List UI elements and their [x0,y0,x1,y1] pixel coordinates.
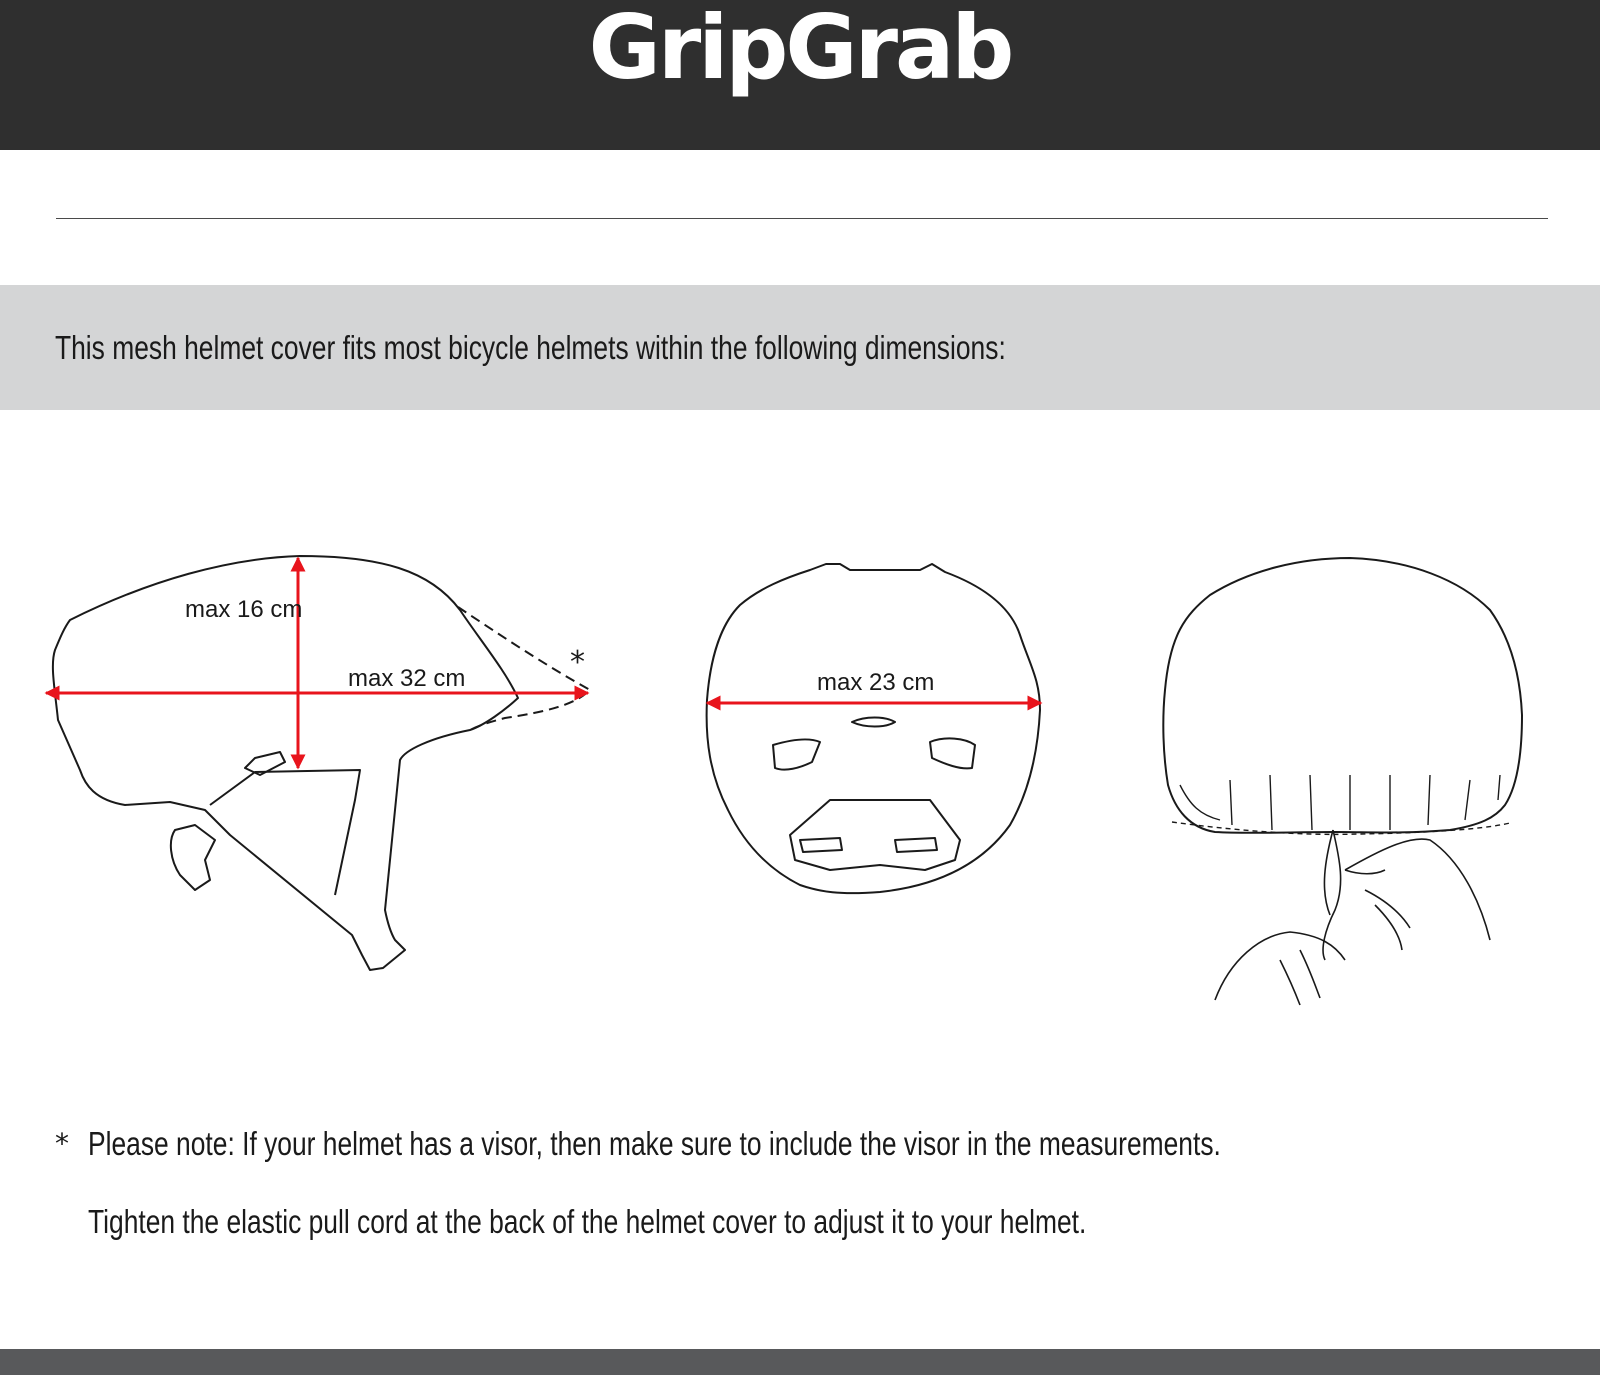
side-helmet-strap [210,770,360,895]
back-strap-left [800,838,842,852]
visor-note: Please note: If your helmet has a visor, then make sure to include the visor in the measurements. [88,1125,1221,1162]
pull-cord [1323,830,1341,960]
back-vent-right [930,738,975,768]
left-hand [1215,932,1345,1005]
header-bar [0,0,1600,150]
right-hand [1345,839,1490,950]
back-view-helmet [707,564,1040,893]
mesh-cover-gathers [1180,775,1500,830]
helmet-diagrams [0,540,1600,1040]
divider-line [56,218,1548,219]
intro-band [0,285,1600,410]
side-height-label: max 16 cm [185,596,303,623]
covered-helmet [1163,558,1522,1005]
note-asterisk: * [55,1127,69,1160]
back-vent-top [852,718,895,727]
side-helmet-buckle [171,825,215,890]
intro-text: This mesh helmet cover fits most bicycle helmets within the following dimensions: [55,329,1006,366]
back-helmet-shell [707,564,1040,893]
back-retention [790,800,960,870]
back-strap-right [895,838,937,852]
back-width-label: max 23 cm [817,669,935,696]
footer-bar [0,1349,1600,1375]
back-vent-left [773,739,820,769]
cord-note: Tighten the elastic pull cord at the back of the helmet cover to adjust it to your helmet. [88,1203,1087,1240]
side-length-label: max 32 cm [348,665,466,692]
brand-logo: GripGrab [588,0,1012,99]
visor-asterisk: * [570,645,585,680]
side-view-helmet [53,556,590,970]
